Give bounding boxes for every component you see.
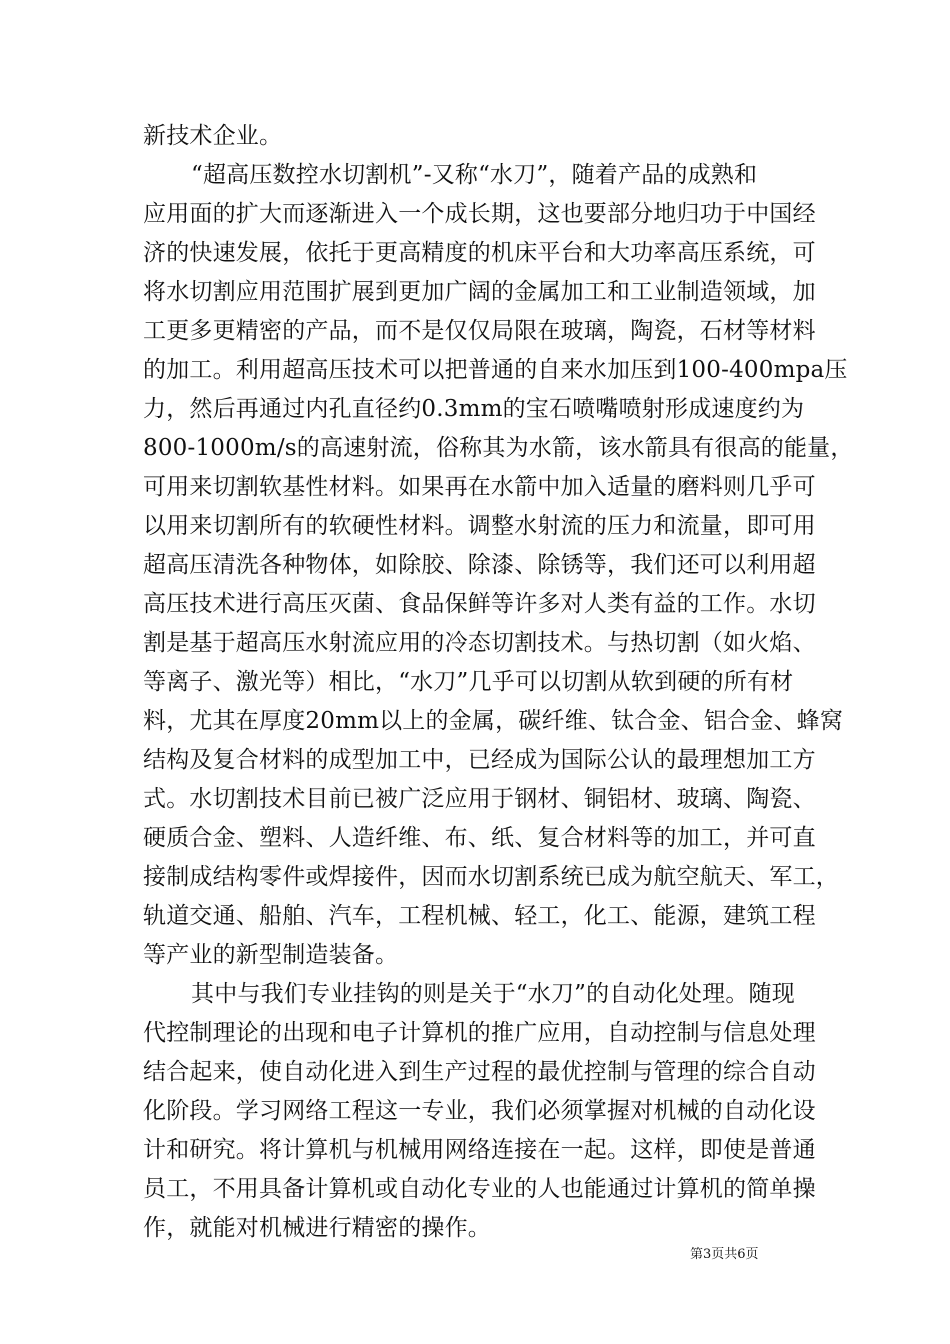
text-line: 将水切割应用范围扩展到更加广阔的金属加工和工业制造领域，加 — [143, 279, 816, 305]
text-line: 硬质合金、塑料、人造纤维、布、纸、复合材料等的加工，并可直 — [143, 825, 816, 851]
text-line: 其中与我们专业挂钩的则是关于“水刀”的自动化处理。随现 — [191, 981, 795, 1007]
text-line: 计和研究。将计算机与机械用网络连接在一起。这样，即使是普通 — [143, 1137, 816, 1163]
text-line: 割是基于超高压水射流应用的冷态切割技术。与热切割（如火焰、 — [143, 630, 816, 656]
text-line: 结合起来，使自动化进入到生产过程的最优控制与管理的综合自动 — [143, 1059, 816, 1085]
text-line: 应用面的扩大而逐渐进入一个成长期，这也要部分地归功于中国经 — [143, 201, 816, 227]
text-line: 工更多更精密的产品，而不是仅仅局限在玻璃，陶瓷，石材等材料 — [143, 318, 816, 344]
text-line: 以用来切割所有的软硬性材料。调整水射流的压力和流量，即可用 — [143, 513, 816, 539]
text-line: 的加工。利用超高压技术可以把普通的自来水加压到100-400mpa压 — [143, 357, 848, 383]
text-line: 力，然后再通过内孔直径约0.3mm的宝石喷嘴喷射形成速度约为 — [143, 396, 805, 422]
text-line: 料，尤其在厚度20mm以上的金属，碳纤维、钛合金、铝合金、蜂窝 — [143, 708, 844, 734]
page-number-footer: 第3页共6页 — [690, 1247, 759, 1262]
text-line: 员工，不用具备计算机或自动化专业的人也能通过计算机的简单操 — [143, 1176, 816, 1202]
text-line: 高压技术进行高压灭菌、食品保鲜等许多对人类有益的工作。水切 — [143, 591, 816, 617]
text-line: 济的快速发展，依托于更高精度的机床平台和大功率高压系统，可 — [143, 240, 816, 266]
text-line: 等离子、激光等）相比，“水刀”几乎可以切割从软到硬的所有材 — [143, 669, 794, 695]
text-line: 式。水切割技术目前已被广泛应用于钢材、铜铝材、玻璃、陶瓷、 — [143, 786, 816, 812]
text-line: 结构及复合材料的成型加工中，已经成为国际公认的最理想加工方 — [143, 747, 816, 773]
text-line: 超高压清洗各种物体，如除胶、除漆、除锈等，我们还可以利用超 — [143, 552, 816, 578]
text-line: 代控制理论的出现和电子计算机的推广应用，自动控制与信息处理 — [143, 1020, 816, 1046]
text-line: “超高压数控水切割机”-又称“水刀”，随着产品的成熟和 — [191, 162, 758, 188]
text-line: 接制成结构零件或焊接件，因而水切割系统已成为航空航天、军工， — [143, 864, 839, 890]
text-line: 可用来切割软基性材料。如果再在水箭中加入适量的磨料则几乎可 — [143, 474, 816, 500]
text-line: 等产业的新型制造装备。 — [143, 942, 399, 968]
text-line: 新技术企业。 — [143, 123, 283, 149]
text-line: 800-1000m/s的高速射流，俗称其为水箭，该水箭具有很高的能量， — [143, 435, 854, 461]
text-line: 化阶段。学习网络工程这一专业，我们必须掌握对机械的自动化设 — [143, 1098, 816, 1124]
text-line: 作，就能对机械进行精密的操作。 — [143, 1215, 491, 1241]
text-line: 轨道交通、船舶、汽车，工程机械、轻工，化工、能源，建筑工程 — [143, 903, 816, 929]
